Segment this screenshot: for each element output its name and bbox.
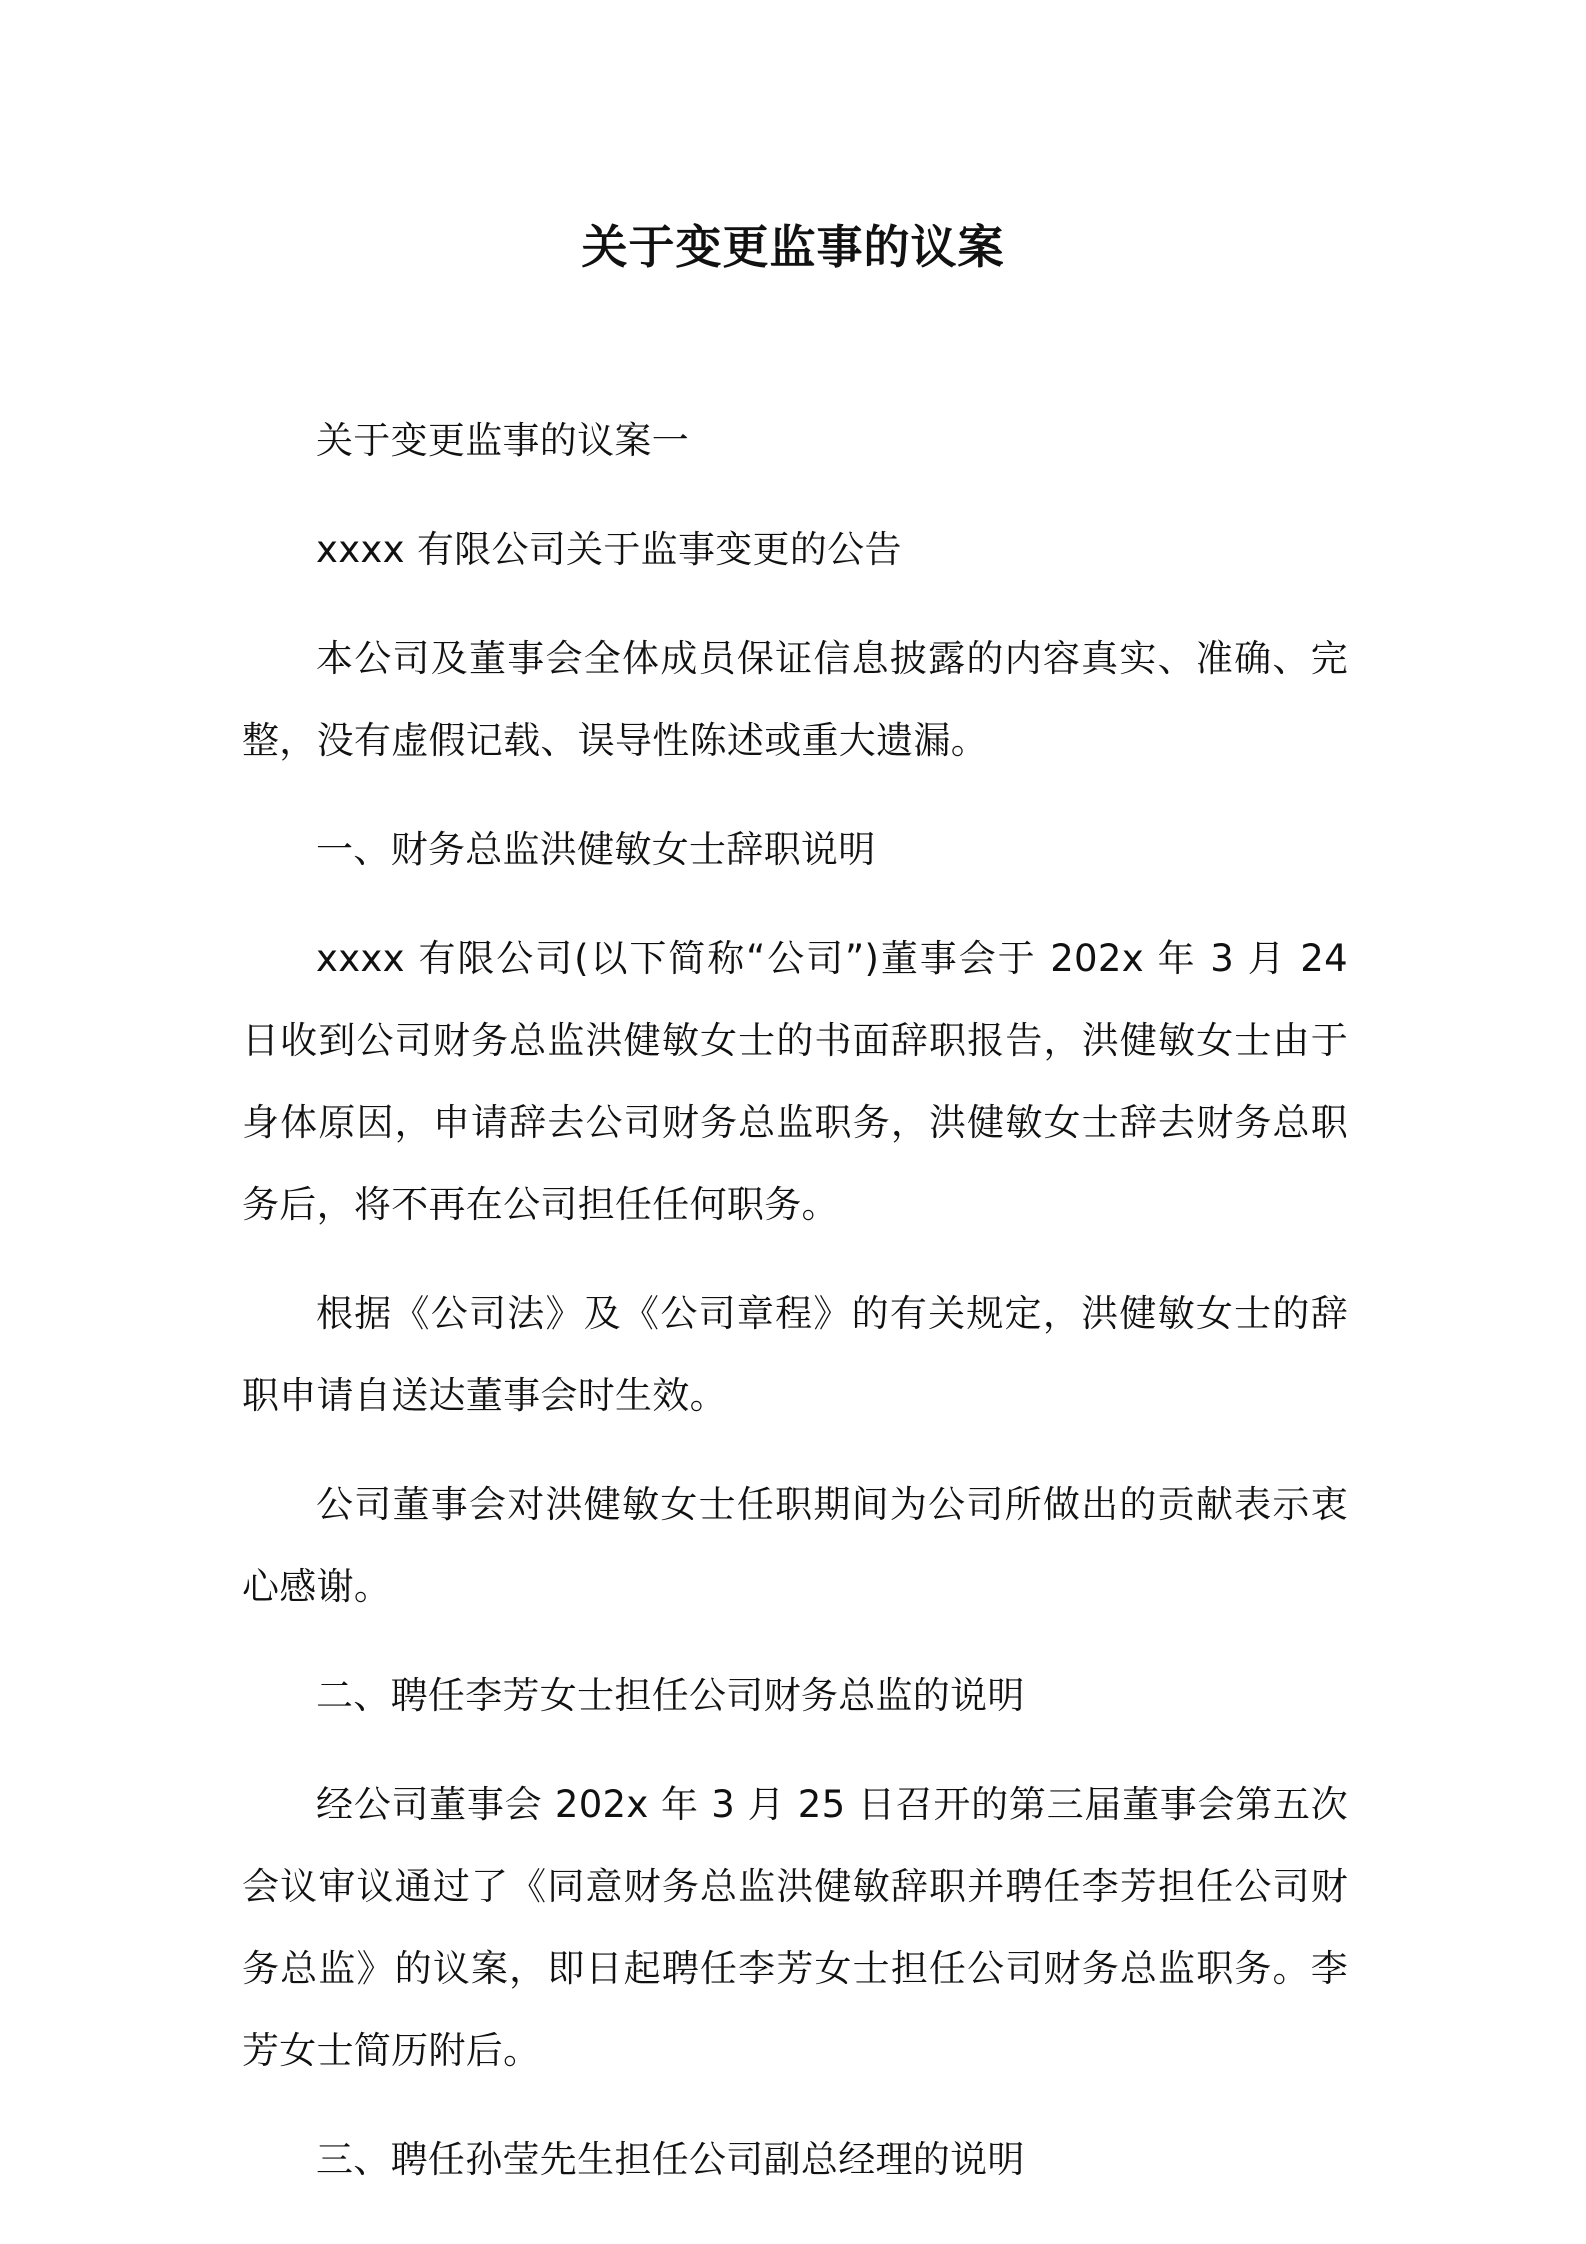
- paragraph-legal-basis: 根据《公司法》及《公司章程》的有关规定，洪健敏女士的辞职申请自送达董事会时生效。: [242, 1292, 1348, 1417]
- section-heading-3: 三、聘任孙莹先生担任公司副总经理的说明: [316, 2138, 1025, 2181]
- paragraph-resignation: xxxx 有限公司(以下简称“公司”)董事会于 202x 年 3 月 24 日收到公司财务总监洪健敏女士的书面辞职报告，洪健敏女士由于身体原因，申请辞去公司财务总监职务，洪健敏女士辞去财务总职务后，将不再在公司担任任何职务。: [242, 937, 1348, 1226]
- paragraph-subtitle: 关于变更监事的议案一: [316, 419, 689, 462]
- paragraph-disclaimer: 本公司及董事会全体成员保证信息披露的内容真实、准确、完整，没有虚假记载、误导性陈述或重大遗漏。: [242, 637, 1348, 762]
- document-title: 关于变更监事的议案: [581, 220, 1005, 274]
- section-heading-2: 二、聘任李芳女士担任公司财务总监的说明: [316, 1674, 1025, 1717]
- section-heading-1: 一、财务总监洪健敏女士辞职说明: [316, 828, 876, 871]
- document-body: [242, 400, 1348, 2228]
- paragraph-appointment: 经公司董事会 202x 年 3 月 25 日召开的第三届董事会第五次会议审议通过了《同意财务总监洪健敏辞职并聘任李芳担任公司财务总监》的议案，即日起聘任李芳女士担任公司财务总监职务。李芳女士简历附后。: [242, 1783, 1348, 2072]
- paragraph-thanks: 公司董事会对洪健敏女士任职期间为公司所做出的贡献表示衷心感谢。: [242, 1483, 1348, 1608]
- paragraph-announcement-title: xxxx 有限公司关于监事变更的公告: [316, 528, 902, 571]
